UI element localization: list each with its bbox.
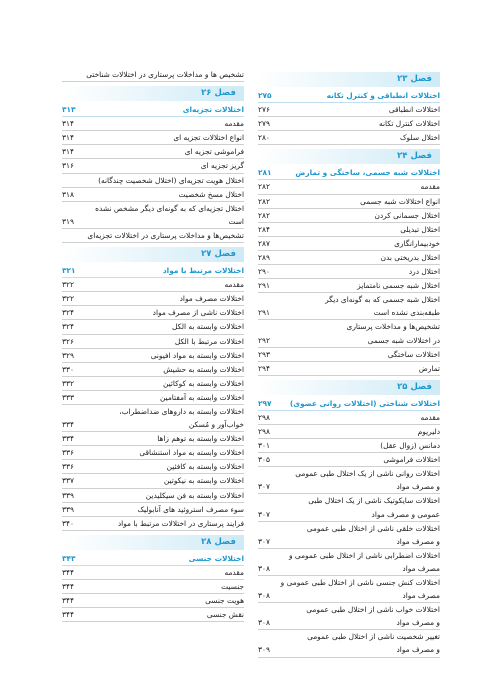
toc-entry[interactable]	[62, 432, 244, 446]
toc-page-number: ۳۰۷	[258, 509, 270, 519]
toc-page-number: ۲۷۶	[258, 105, 270, 115]
toc-entry[interactable]	[62, 188, 244, 202]
toc-entry[interactable]	[258, 467, 440, 480]
toc-page-number	[62, 81, 77, 82]
toc-entry-title: اختلال جسمانی کردن	[374, 210, 440, 220]
toc-entry[interactable]	[258, 180, 440, 194]
toc-page-number: ۳۱۴	[62, 133, 74, 143]
toc-entry[interactable]	[258, 603, 440, 616]
toc-entry-title: مصرف مواد	[402, 563, 440, 573]
toc-entry[interactable]	[62, 278, 244, 292]
toc-entry[interactable]	[258, 251, 440, 265]
toc-entry-title: اختلالات مصرف مواد	[179, 294, 244, 304]
toc-entry-title: تشخیص ها و مداخلات پرستاری در اختلالات شناختی	[86, 70, 244, 79]
toc-entry[interactable]	[258, 453, 440, 467]
toc-page-number: ۳۱۸	[62, 189, 74, 199]
toc-entry-title: و مصرف مواد	[396, 482, 440, 492]
toc-entry[interactable]	[258, 643, 440, 657]
toc-entry-title: مقدمه	[224, 567, 244, 577]
toc-entry-title: و مصرف مواد	[396, 645, 440, 655]
toc-page-number: ۳۱۶	[62, 161, 74, 171]
toc-page-number: ۳۲۹	[62, 350, 74, 360]
toc-page-number: ۲۷۵	[258, 91, 272, 100]
toc-entry-title: است	[228, 216, 244, 226]
toc-entry-title: اختلال تجزیه‌ای که به گونه‌ای دیگر مشخص نشده	[95, 203, 244, 213]
toc-entry-title: اختلال درد	[408, 267, 440, 277]
toc-page-number: ۳۳۹	[62, 504, 74, 514]
toc-page-number: ۳۱۳	[62, 105, 76, 115]
toc-entry-title: هویت جنسی	[205, 596, 244, 606]
toc-entry-title: اختلالات وابسته به حشیش	[163, 364, 244, 374]
toc-entry[interactable]	[62, 202, 244, 215]
toc-page-number: ۳۰۷	[258, 536, 270, 546]
toc-page-number: ۳۳۴	[62, 420, 74, 430]
toc-entry-title: اختلالات کنترل تکانه	[379, 119, 440, 129]
toc-page-number: ۲۹۷	[258, 398, 272, 408]
chapter-header: فصل ۲۷	[62, 247, 244, 262]
chapter-title-entry[interactable]	[258, 166, 440, 180]
toc-entry[interactable]	[258, 265, 440, 279]
toc-page-number: ۳۳۷	[62, 476, 74, 486]
toc-entry[interactable]	[62, 159, 244, 173]
toc-entry-title: اختلالات وابسته به فن سیکلیدین	[145, 490, 244, 500]
toc-entry[interactable]	[62, 446, 244, 460]
toc-entry-title: دلیریوم	[417, 426, 440, 436]
toc-entry[interactable]	[62, 306, 244, 320]
toc-entry[interactable]	[258, 630, 440, 643]
chapter-title-entry[interactable]	[62, 103, 244, 117]
toc-entry[interactable]	[258, 522, 440, 535]
toc-entry-title: اختلالات انطباقی و کنترل تکانه	[326, 91, 440, 100]
toc-entry[interactable]	[62, 608, 244, 622]
toc-entry[interactable]	[258, 209, 440, 223]
toc-entry-title: جنسیت	[221, 582, 244, 591]
toc-entry-title: مقدمه	[420, 412, 440, 422]
toc-entry-title: اختلالات تجزیه‌ای	[182, 105, 244, 115]
chapter-title-entry[interactable]	[258, 89, 440, 103]
toc-entry-title: اختلالات وابسته به آمفتامین	[159, 392, 244, 402]
toc-entry[interactable]	[62, 474, 244, 488]
toc-entry-title: فرایند پرستاری در اختلالات مرتبط با مواد	[117, 518, 244, 528]
chapter-header: فصل ۲۳	[258, 72, 440, 87]
toc-entry-title: اختلالات مرتبط با مواد	[162, 266, 244, 276]
toc-entry[interactable]	[62, 418, 244, 432]
toc-entry-title: اختلالات وابسته به توهم زاها	[157, 434, 244, 444]
toc-page-number: ۳۱۴	[62, 119, 74, 129]
toc-entry-title: در اختلالات شبه جسمی	[367, 335, 440, 345]
toc-page-number: ۳۳۳	[62, 392, 74, 402]
toc-entry[interactable]	[258, 103, 440, 117]
toc-entry-title: گریز تجزیه ای	[200, 161, 244, 171]
toc-entry-title: اختلالات شبه جسمی، ساختگی و تمارض	[295, 168, 440, 178]
toc-entry[interactable]	[62, 363, 244, 377]
toc-entry-title: اختلالات شناختی (اختلالات روانی عضوی)	[289, 398, 440, 408]
toc-page-number: ۲۸۴	[258, 224, 270, 234]
toc-entry[interactable]	[62, 566, 244, 580]
toc-entry-title: مقدمه	[420, 182, 440, 192]
toc-page-number: ۳۰۱	[258, 441, 270, 451]
toc-page-number: ۲۸۰	[258, 133, 270, 143]
toc-page-number: ۲۸۲	[258, 210, 270, 220]
toc-entry-title: اختلال هویت تجزیه‌ای (اختلال شخصیت چندگانه)	[98, 175, 244, 185]
toc-entry[interactable]	[258, 131, 440, 145]
toc-page-number: ۳۳۰	[62, 364, 74, 374]
toc-entry-title: انواع اختلالات تجزیه ای	[173, 133, 244, 143]
chapter-title-entry[interactable]	[258, 397, 440, 411]
toc-page-number: ۲۸۱	[258, 168, 272, 178]
toc-entry[interactable]	[62, 131, 244, 145]
toc-entry[interactable]	[62, 117, 244, 131]
toc-page-number: ۳۲۴	[62, 322, 74, 332]
toc-entry[interactable]	[62, 145, 244, 159]
chapter-header: فصل ۲۶	[62, 86, 244, 101]
toc-page-number: ۳۳۶	[62, 462, 74, 472]
toc-entry[interactable]	[62, 460, 244, 474]
toc-entry[interactable]	[258, 494, 440, 507]
toc-entry-title: اختلالات وابسته به الکل	[172, 322, 244, 332]
toc-entry-title: اختلالات ناشی از مصرف مواد	[152, 308, 244, 318]
toc-entry[interactable]	[258, 480, 440, 494]
toc-entry[interactable]	[62, 580, 244, 594]
toc-entry[interactable]	[258, 439, 440, 453]
toc-entry-title: اختلالات خواب ناشی از اختلال طبی عمومی	[306, 605, 440, 615]
toc-page-number: ۲۸۹	[258, 252, 270, 262]
toc-entry[interactable]	[62, 405, 244, 418]
toc-entry-title: تشخیص‌ها و مداخلات پرستاری	[346, 322, 440, 332]
toc-entry-title: دمانس (زوال عقل)	[380, 441, 440, 451]
toc-page-number: ۲۸۲	[258, 196, 270, 206]
toc-entry-title: اختلالات جنسی	[188, 553, 244, 563]
toc-right-column	[258, 68, 440, 658]
toc-entry[interactable]	[62, 174, 244, 187]
toc-page-number: ۳۴۴	[62, 610, 74, 620]
toc-entry[interactable]	[62, 229, 244, 242]
toc-entry-title: مصرف مواد	[402, 591, 440, 601]
toc-page-number: ۳۴۰	[62, 518, 74, 528]
toc-entry[interactable]	[258, 223, 440, 237]
toc-entry-title: تغییر شخصیت ناشی از اختلال طبی عمومی	[307, 632, 440, 642]
toc-entry[interactable]	[62, 377, 244, 391]
toc-entry[interactable]	[258, 562, 440, 576]
toc-entry-title: خواب‌آور و مُسکن	[188, 420, 244, 430]
toc-page-number: ۲۷۹	[258, 119, 270, 129]
toc-entry-title: خودبیمارانگاری	[394, 238, 440, 248]
toc-page-number	[62, 242, 77, 243]
toc-entry[interactable]	[258, 549, 440, 562]
toc-entry[interactable]	[62, 215, 244, 229]
toc-entry-title: سوء مصرف استروئید های آنابولیک	[137, 504, 244, 514]
toc-entry-title: اختلالات سایکوتیک ناشی از یک اختلال طبی	[308, 496, 440, 506]
toc-page-number: ۳۳۲	[62, 378, 74, 388]
toc-entry-title: اختلالات خلقی ناشی از اختلال طبی عمومی	[306, 523, 440, 533]
toc-page-number: ۳۳۶	[62, 448, 74, 458]
toc-page-number: ۳۴۳	[62, 553, 76, 563]
toc-entry-title: اختلال تبدیلی	[400, 224, 440, 234]
toc-entry-title: اختلالات وابسته به مواد افیونی	[150, 350, 244, 360]
toc-entry[interactable]	[258, 334, 440, 348]
toc-entry-title: اختلالات اضطرابی ناشی از اختلال طبی عمومی و	[289, 550, 440, 560]
toc-entry-title: اختلالات فراموشی	[383, 455, 440, 465]
toc-entry[interactable]	[258, 117, 440, 131]
toc-entry-title: اختلالات وابسته به کوکائین	[163, 378, 244, 388]
toc-page-number: ۲۹۱	[258, 281, 270, 291]
toc-page-number: ۲۹۸	[258, 412, 270, 422]
toc-page-number: ۳۰۵	[258, 455, 270, 465]
toc-entry-title: اختلالات وابسته به نیکوتین	[163, 476, 244, 486]
toc-page-number: ۳۰۷	[258, 482, 270, 492]
toc-entry[interactable]	[258, 348, 440, 362]
toc-entry-title: مقدمه	[224, 119, 244, 129]
toc-page-number: ۲۹۴	[258, 363, 270, 373]
toc-entry[interactable]	[62, 349, 244, 363]
toc-page-number: ۳۳۹	[62, 490, 74, 500]
toc-page-number: ۲۸۲	[258, 182, 270, 192]
chapter-header: فصل ۲۴	[258, 149, 440, 164]
chapter-title-entry[interactable]	[62, 552, 244, 566]
toc-page-number: ۳۴۴	[62, 596, 74, 606]
toc-page-number: ۳۱۹	[62, 216, 74, 226]
toc-entry[interactable]	[258, 279, 440, 293]
toc-page-number: ۲۹۸	[258, 426, 270, 436]
toc-entry[interactable]	[62, 292, 244, 306]
toc-page-number: ۳۴۴	[62, 582, 74, 591]
toc-page-number: ۳۲۲	[62, 280, 74, 290]
toc-page-number: ۳۲۴	[62, 308, 74, 318]
toc-entry-title: اختلالات روانی ناشی از یک اختلال طبی عمومی	[295, 469, 440, 479]
toc-entry[interactable]	[62, 489, 244, 503]
toc-entry[interactable]	[62, 242, 244, 243]
toc-entry-title: نقش جنسی	[206, 610, 244, 620]
toc-entry-title: انواع اختلالات شبه جسمی	[360, 196, 440, 206]
toc-entry[interactable]	[258, 306, 440, 320]
toc-entry[interactable]	[258, 320, 440, 333]
toc-page-number: ۳۴۴	[62, 567, 74, 577]
toc-entry-title: و مصرف مواد	[396, 618, 440, 628]
toc-entry[interactable]	[258, 425, 440, 439]
toc-page-number: ۳۰۸	[258, 591, 270, 601]
toc-entry[interactable]	[62, 81, 244, 82]
toc-entry[interactable]	[62, 391, 244, 405]
toc-entry-title: اختلال شبه جسمی که به گونه‌ای دیگر	[325, 295, 440, 305]
toc-entry-title: اختلالات انطباقی	[388, 105, 440, 115]
toc-entry-title: طبقه‌بندی نشده است	[373, 308, 440, 318]
chapter-header: فصل ۲۸	[62, 535, 244, 550]
toc-page-number: ۳۰۸	[258, 563, 270, 573]
toc-page-number: ۲۹۳	[258, 349, 270, 359]
toc-entry-title: فراموشی تجزیه ای	[184, 147, 244, 157]
toc-entry-title: تشخیص‌ها و مداخلات پرستاری در اختلالات تجزیه‌ای	[87, 230, 244, 240]
toc-entry-title: اختلالات وابسته به داروهای ضداضطراب،	[119, 406, 244, 416]
toc-entry-title: اختلال سلوک	[399, 133, 440, 143]
toc-entry-title: و مصرف مواد	[396, 536, 440, 546]
toc-entry-title: تمارض	[418, 363, 440, 373]
toc-entry[interactable]	[258, 508, 440, 522]
toc-entry-title: اختلالات ساختگی	[387, 349, 440, 359]
toc-page-number: ۲۹۱	[258, 308, 270, 318]
toc-entry[interactable]	[258, 616, 440, 630]
toc-page-number: ۳۳۴	[62, 434, 74, 444]
toc-entry-title: اختلالات مرتبط با الکل	[174, 336, 244, 346]
toc-page-number: ۳۰۹	[258, 645, 270, 655]
toc-entry[interactable]	[258, 576, 440, 589]
toc-page-number: ۲۹۲	[258, 335, 270, 345]
toc-page-number: ۳۱۴	[62, 147, 74, 157]
toc-page-number: ۲۸۷	[258, 238, 270, 248]
toc-page-number: ۳۲۶	[62, 336, 74, 346]
toc-entry[interactable]	[258, 535, 440, 549]
toc-entry-title: اختلالات وابسته به مواد استنشاقی	[139, 448, 244, 458]
chapter-title-entry[interactable]	[62, 264, 244, 278]
toc-entry[interactable]	[62, 335, 244, 349]
toc-entry-title: اختلالات وابسته به کافئین	[166, 462, 244, 472]
toc-entry[interactable]	[62, 594, 244, 608]
chapter-header: فصل ۲۵	[258, 380, 440, 395]
toc-entry-title: اختلال بدریختی بدن	[380, 252, 440, 262]
toc-page-number: ۳۲۱	[62, 266, 76, 276]
toc-entry-title: اختلال مسخ شخصیت	[178, 189, 244, 199]
toc-entry[interactable]	[258, 589, 440, 603]
toc-page-number: ۳۰۸	[258, 618, 270, 628]
toc-entry-title: مقدمه	[224, 280, 244, 290]
toc-entry-title: اختلال شبه جسمی نامتمایز	[357, 281, 440, 291]
toc-left-column	[62, 68, 244, 622]
toc-entry-title: عمومی و مصرف مواد	[371, 509, 440, 519]
toc-entry[interactable]	[258, 411, 440, 425]
toc-entry[interactable]	[62, 517, 244, 531]
toc-page-number: ۲۹۰	[258, 267, 270, 277]
toc-entry[interactable]	[258, 362, 440, 376]
toc-page-number: ۳۲۲	[62, 294, 74, 304]
toc-entry[interactable]	[62, 503, 244, 517]
toc-entry[interactable]	[258, 293, 440, 306]
toc-entry[interactable]	[258, 195, 440, 209]
toc-entry[interactable]	[258, 237, 440, 251]
toc-entry[interactable]	[62, 320, 244, 334]
toc-entry-title: اختلالات کنش جنسی ناشی از اختلال طبی عمومی و	[280, 578, 440, 587]
toc-entry[interactable]	[62, 68, 244, 81]
